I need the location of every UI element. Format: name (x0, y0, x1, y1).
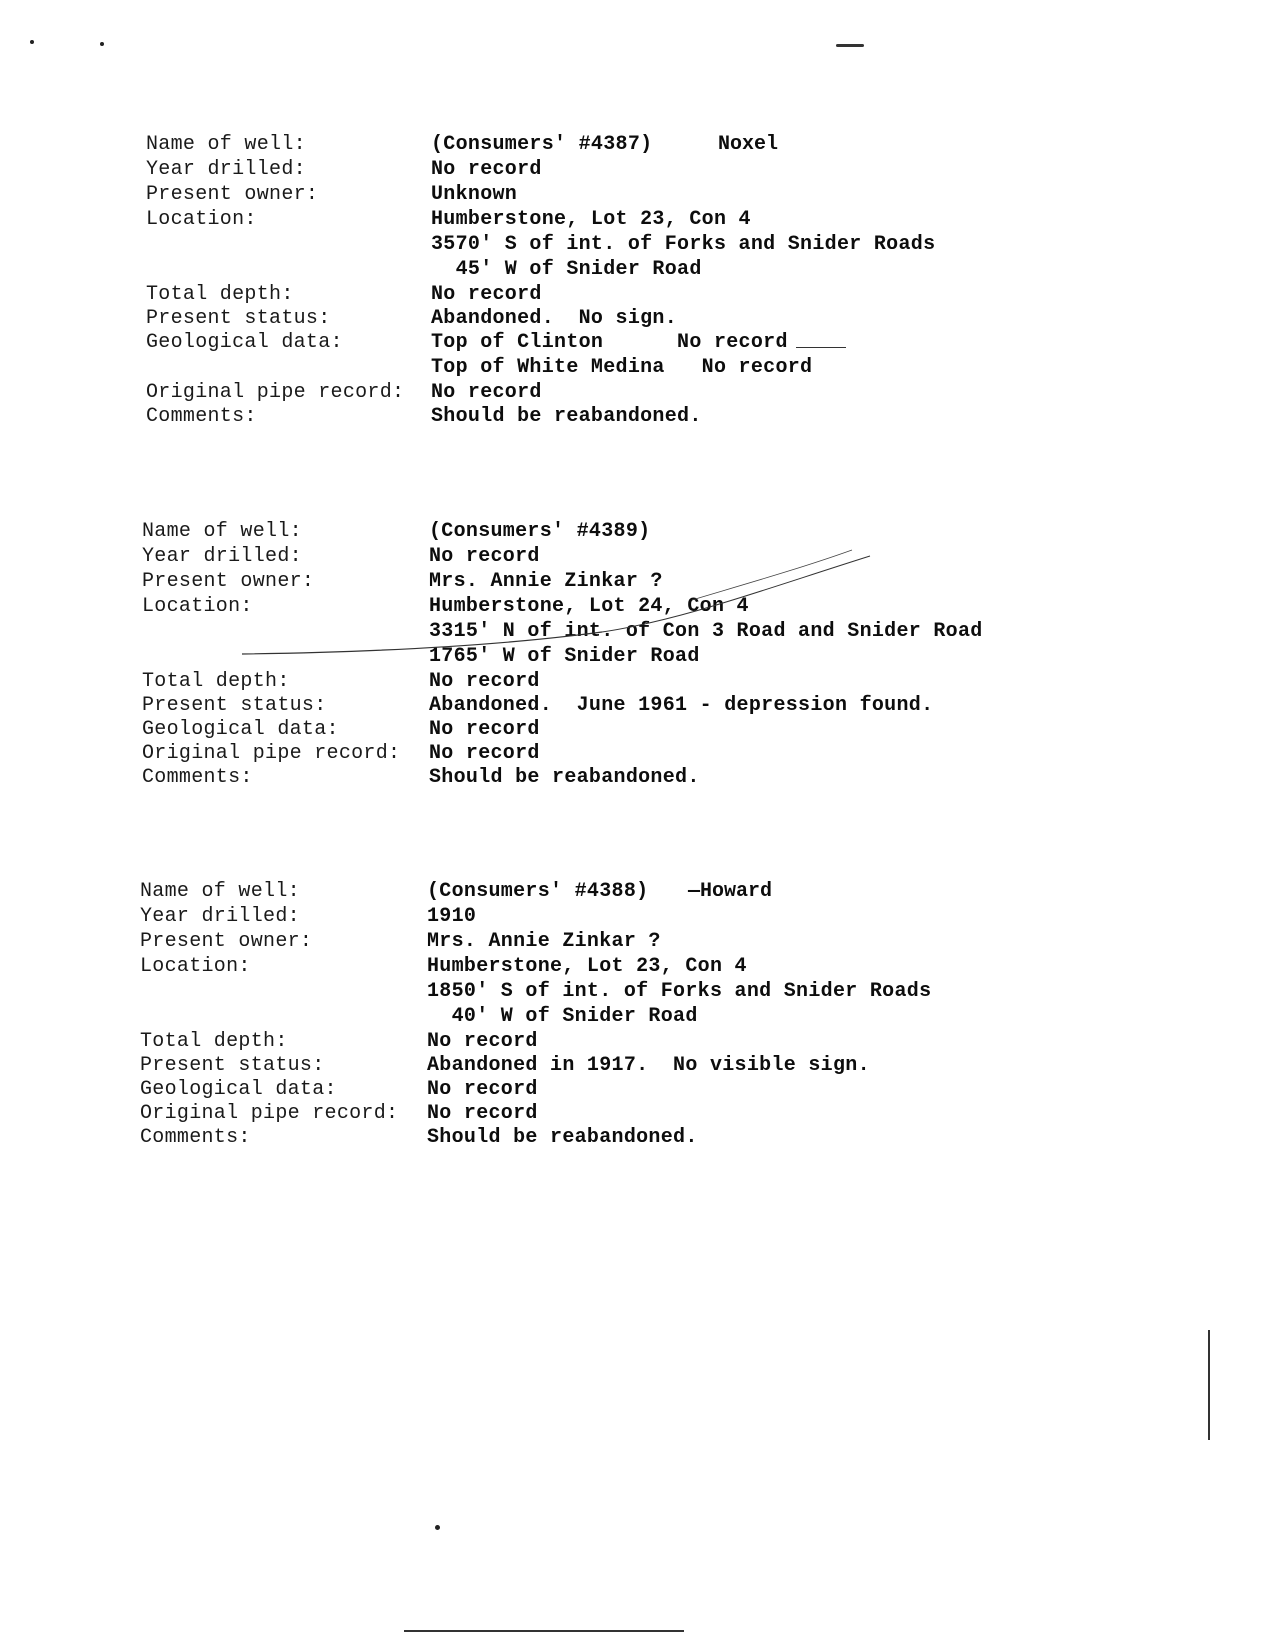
year-drilled: No record (431, 158, 542, 181)
geo-line: No record (429, 718, 540, 741)
present-status: Abandoned. No sign. (431, 307, 678, 330)
label-year: Year drilled: (146, 158, 306, 181)
well-tag: —Howard (688, 880, 773, 903)
label-status: Present status: (140, 1054, 325, 1077)
label-owner: Present owner: (140, 930, 313, 953)
label-owner: Present owner: (146, 183, 319, 206)
scan-mark (836, 44, 864, 47)
location-line: Humberstone, Lot 24, Con 4 (429, 595, 749, 618)
label-name: Name of well: (142, 520, 302, 543)
label-pipe: Original pipe record: (142, 742, 401, 765)
consumer-id: (Consumers' #4388) (427, 880, 649, 903)
label-comments: Comments: (142, 766, 253, 789)
location-line: 45' W of Snider Road (431, 258, 702, 281)
pipe-record: No record (429, 742, 540, 765)
label-geo: Geological data: (146, 331, 343, 354)
year-drilled: No record (429, 545, 540, 568)
label-geo: Geological data: (142, 718, 339, 741)
present-status: Abandoned in 1917. No visible sign. (427, 1054, 870, 1077)
location-line: 3315' N of int. of Con 3 Road and Snider Road (429, 620, 983, 643)
location-line: 3570' S of int. of Forks and Snider Roads (431, 233, 936, 256)
bottom-rule (404, 1630, 684, 1632)
total-depth: No record (431, 283, 542, 306)
pencil-strike (242, 540, 902, 680)
comments: Should be reabandoned. (427, 1126, 698, 1149)
total-depth: No record (427, 1030, 538, 1053)
total-depth: No record (429, 670, 540, 693)
label-year: Year drilled: (142, 545, 302, 568)
label-depth: Total depth: (140, 1030, 288, 1053)
pipe-record: No record (431, 381, 542, 404)
location-line: Humberstone, Lot 23, Con 4 (431, 208, 751, 231)
location-line: 1765' W of Snider Road (429, 645, 700, 668)
label-pipe: Original pipe record: (140, 1102, 399, 1125)
comments: Should be reabandoned. (429, 766, 700, 789)
scan-speck (100, 42, 104, 46)
label-owner: Present owner: (142, 570, 315, 593)
label-location: Location: (142, 595, 253, 618)
location-line: 40' W of Snider Road (427, 1005, 698, 1028)
pencil-mark (796, 347, 846, 348)
year-drilled: 1910 (427, 905, 477, 928)
label-name: Name of well: (146, 133, 306, 156)
consumer-id: (Consumers' #4389) (429, 520, 651, 543)
label-depth: Total depth: (142, 670, 290, 693)
label-year: Year drilled: (140, 905, 300, 928)
geo-line: Top of White Medina No record (431, 356, 813, 379)
location-line: Humberstone, Lot 23, Con 4 (427, 955, 747, 978)
scan-speck (435, 1525, 440, 1530)
label-comments: Comments: (146, 405, 257, 428)
consumer-id: (Consumers' #4387) (431, 133, 653, 156)
label-status: Present status: (146, 307, 331, 330)
label-geo: Geological data: (140, 1078, 337, 1101)
location-line: 1850' S of int. of Forks and Snider Roads (427, 980, 932, 1003)
label-depth: Total depth: (146, 283, 294, 306)
present-owner: Mrs. Annie Zinkar ? (427, 930, 661, 953)
present-status: Abandoned. June 1961 - depression found. (429, 694, 934, 717)
label-pipe: Original pipe record: (146, 381, 405, 404)
label-status: Present status: (142, 694, 327, 717)
label-name: Name of well: (140, 880, 300, 903)
present-owner: Unknown (431, 183, 518, 206)
geo-line: No record (427, 1078, 538, 1101)
pipe-record: No record (427, 1102, 538, 1125)
present-owner: Mrs. Annie Zinkar ? (429, 570, 663, 593)
well-tag: Noxel (718, 133, 779, 156)
scan-speck (30, 40, 34, 44)
comments: Should be reabandoned. (431, 405, 702, 428)
label-location: Location: (140, 955, 251, 978)
label-comments: Comments: (140, 1126, 251, 1149)
page-edge-line (1208, 1330, 1210, 1440)
label-location: Location: (146, 208, 257, 231)
geo-line: Top of Clinton No record (431, 331, 788, 354)
